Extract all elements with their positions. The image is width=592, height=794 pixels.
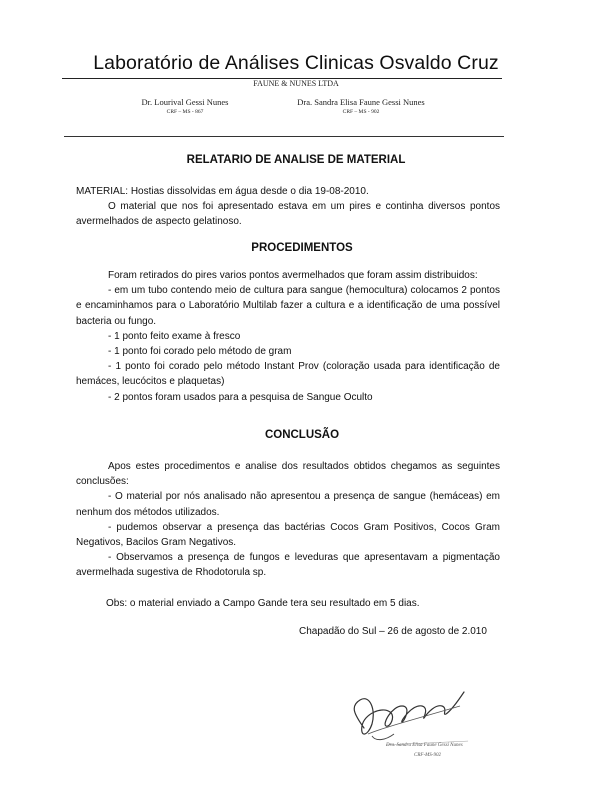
material-line: MATERIAL: Hostias dissolvidas em água desde o dia 19-08-2010. bbox=[76, 186, 369, 197]
doctor-crf: CRF – MS - 867 bbox=[166, 109, 204, 115]
doctor-block-2 bbox=[276, 97, 446, 115]
conclusion-item: - Observamos a presença de fungos e leveduras que apresentavam a pigmentação avermelhada sugestiva de Rhodotorula sp. bbox=[76, 552, 500, 579]
lab-name: Laboratório de Análises Clinicas Osvaldo Cruz bbox=[93, 52, 499, 74]
signature-stamp bbox=[342, 676, 472, 776]
conclusion-title: CONCLUSÃO bbox=[264, 429, 340, 441]
doctor-block-1 bbox=[120, 97, 250, 115]
handwritten-signature bbox=[342, 676, 472, 776]
material-section bbox=[76, 184, 500, 230]
procedures-title: PROCEDIMENTOS bbox=[251, 242, 353, 254]
material-description: O material que nos foi apresentado estava em um pires e continha diversos pontos avermelhados de aspecto gelatinoso. bbox=[76, 201, 500, 228]
doctor-name: Dr. Lourival Gessi Nunes bbox=[141, 97, 229, 107]
procedure-item: - 2 pontos foram usados para a pesquisa de Sangue Oculto bbox=[108, 391, 373, 403]
company-name: FAUNE & NUNES LTDA bbox=[253, 79, 339, 88]
procedure-item: - em um tubo contendo meio de cultura para sangue (hemocultura) colocamos 2 pontos e encaminhamos para o Laboratório Multilab fazer a cultura e a identificação de uma possível bacteria ou fungo. bbox=[76, 285, 500, 327]
procedure-item: - 1 ponto foi corado pelo método Instant Prov (coloração usada para identificação de hemáces, leucócitos e plaquetas) bbox=[76, 361, 500, 388]
observation-note: Obs: o material enviado a Campo Gande tera seu resultado em 5 dias. bbox=[106, 598, 420, 609]
conclusion-intro: Apos estes procedimentos e analise dos resultados obtidos chegamos as seguintes conclusões: bbox=[76, 461, 500, 488]
conclusion-item: - pudemos observar a presença das bactérias Cocos Gram Positivos, Cocos Gram Negativos, Bacilos Gram Negativos. bbox=[76, 521, 500, 549]
procedures-intro: Foram retirados do pires varios pontos avermelhados que foram assim distribuidos: bbox=[108, 270, 478, 281]
doctor-crf: CRF – MS - 902 bbox=[342, 109, 380, 115]
conclusion-item: - O material por nós analisado não apresentou a presença de sangue (hemáceas) em nenhum dos métodos utilizados. bbox=[76, 491, 500, 518]
procedure-item: - 1 ponto foi corado pelo método de gram bbox=[108, 346, 292, 358]
conclusion-section bbox=[76, 459, 500, 581]
stamp-crf: CRF-MS-902 bbox=[414, 753, 441, 758]
report-title: RELATARIO DE ANALISE DE MATERIAL bbox=[186, 154, 406, 166]
procedure-item: - 1 ponto feito exame à fresco bbox=[108, 330, 241, 342]
procedures-section bbox=[76, 268, 500, 405]
doctor-name: Dra. Sandra Elisa Faune Gessi Nunes bbox=[297, 97, 425, 107]
stamp-name: Dra. Sandra Elisa Faune Gessi Nunes bbox=[386, 743, 463, 748]
header-divider bbox=[64, 136, 504, 137]
place-date: Chapadão do Sul – 26 de agosto de 2.010 bbox=[299, 626, 487, 637]
